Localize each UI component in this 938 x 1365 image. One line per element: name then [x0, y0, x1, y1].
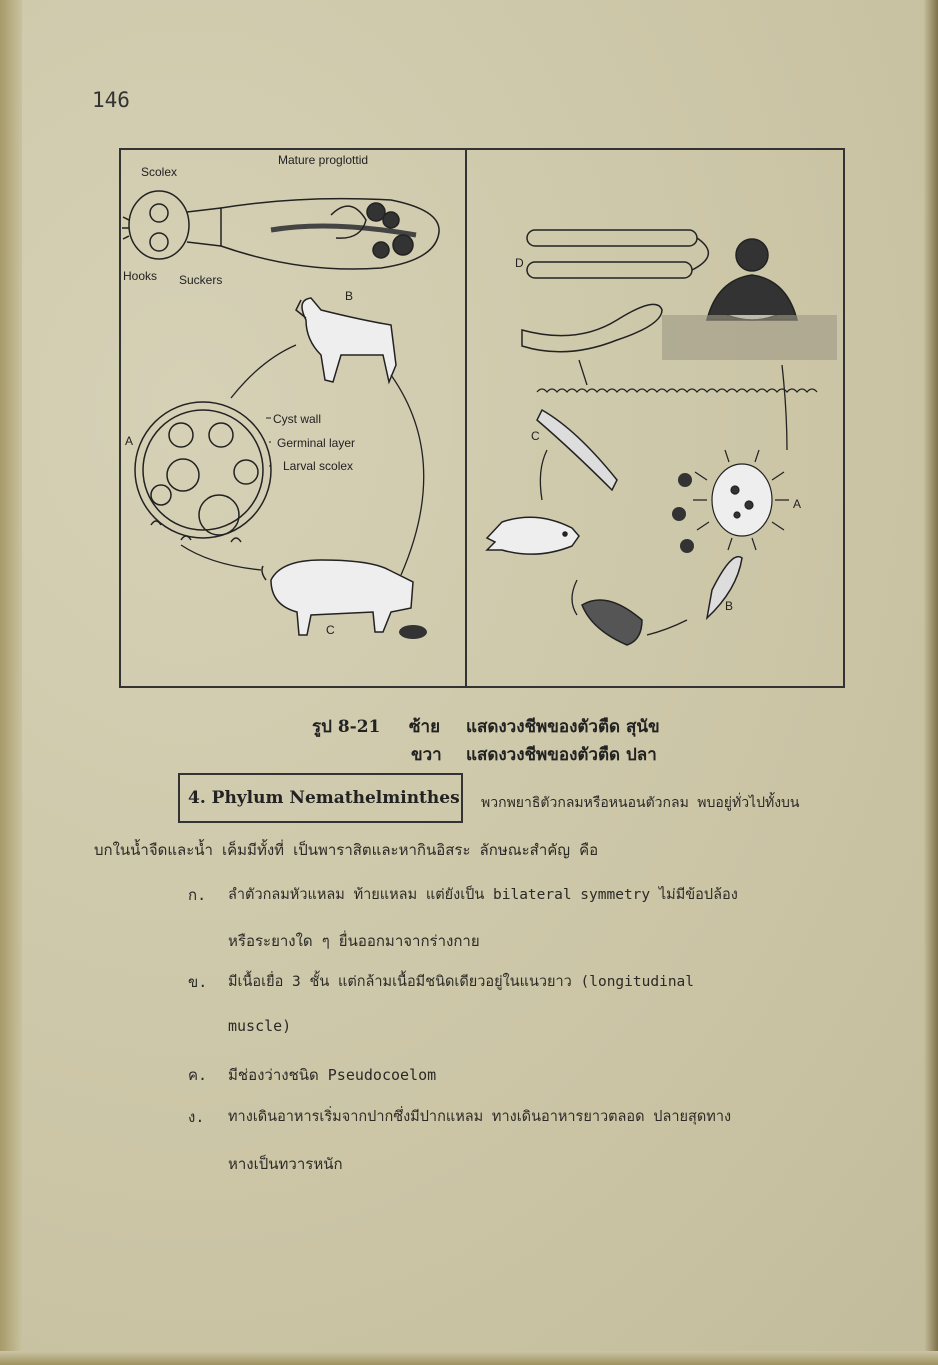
label-mature-proglottid: Mature proglottid: [278, 153, 369, 167]
fish-drawing: [487, 517, 579, 554]
list-item-marker: ข.: [188, 973, 208, 991]
label-germinal-layer: Germinal layer: [277, 436, 356, 450]
page-edge-bottom: [0, 1351, 938, 1365]
dung-drawing: [399, 625, 427, 639]
list-item-continuation: หรือระยางใด ๆ ยื่นออกมาจากร่างกาย: [228, 932, 480, 950]
label-larval-scolex: Larval scolex: [283, 459, 354, 473]
section-intro-line-2: บกในน้ำจืดและน้ำ เค็มมีทั้งที่ เป็นพาราสิตและหากินอิสระ ลักษณะสำคัญ คือ: [94, 841, 599, 859]
hydatid-cyst-drawing: [135, 402, 271, 542]
label-cyst-wall: Cyst wall: [273, 412, 322, 426]
label-b-right: B: [725, 599, 734, 613]
list-item-text: มีช่องว่างชนิด Pseudocoelom: [228, 1066, 437, 1084]
page-edge-right: [924, 0, 938, 1365]
fish-tapeworm-life-cycle-illustration: [467, 150, 843, 686]
label-a-right: A: [793, 497, 802, 511]
list-item-marker: ง.: [188, 1108, 205, 1126]
person-eating-drawing: [707, 239, 797, 320]
list-item-text: ลำตัวกลมหัวแหลม ท้ายแหลม แต่ยังเป็น bilateral symmetry ไม่มีข้อปล้อง: [228, 887, 738, 903]
label-c-left: C: [326, 623, 335, 637]
list-item-marker: ก.: [188, 886, 207, 904]
tapeworm-drawing: [122, 191, 439, 269]
label-hooks: Hooks: [123, 269, 158, 283]
figure-caption-right-text: แสดงวงชีพของตัวตืด ปลา: [466, 745, 657, 765]
page-number: 146: [92, 88, 130, 112]
list-item-continuation: หางเป็นทวารหนัก: [228, 1155, 343, 1173]
label-b-left: B: [345, 289, 354, 303]
label-d-right: D: [515, 256, 524, 270]
figure-caption-number: รูป 8-21: [312, 717, 381, 737]
section-heading: 4. Phylum Nemathelminthes: [188, 788, 460, 808]
list-item-continuation: muscle): [228, 1017, 292, 1035]
list-item-text: มีเนื้อเยื่อ 3 ชั้น แต่กล้ามเนื้อมีชนิดเดียวอยู่ในแนวยาว (longitudinal: [228, 974, 695, 990]
label-suckers: Suckers: [179, 273, 223, 287]
label-c-right: C: [531, 429, 540, 443]
dog-drawing: [296, 298, 396, 382]
small-coracidia-drawing: [672, 473, 694, 553]
list-item-text: ทางเดินอาหารเริ่มจากปากซึ่งมีปากแหลม ทางเดินอาหารยาวตลอด ปลายสุดทาง: [228, 1109, 732, 1125]
page-edge-left: [0, 0, 22, 1365]
ground-shading: [662, 315, 837, 360]
dog-tapeworm-life-cycle-illustration: [121, 150, 465, 686]
pig-drawing: [262, 560, 413, 635]
figure-caption-left-label: ซ้าย: [409, 717, 441, 737]
coracidium-drawing: [693, 450, 789, 550]
list-item-marker: ค.: [188, 1066, 208, 1084]
copepod-drawing: [582, 600, 642, 645]
figure-caption-right-label: ขวา: [411, 745, 442, 765]
water-surface-line: [537, 389, 817, 392]
figure-caption-left-text: แสดงวงชีพของตัวตืด สุนัข: [466, 717, 660, 737]
label-a-left: A: [125, 434, 134, 448]
section-intro-line-1: พวกพยาธิตัวกลมหรือหนอนตัวกลม พบอยู่ทั่วไปทั้งบน: [481, 795, 800, 811]
plerocercoid-larva-drawing: [537, 410, 617, 490]
label-scolex: Scolex: [141, 165, 178, 179]
